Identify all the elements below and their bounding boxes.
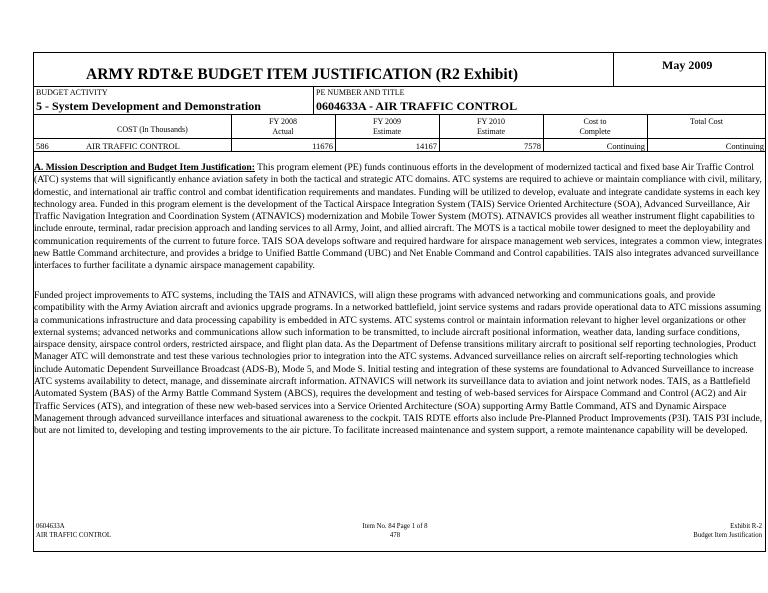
cost-caption: COST (In Thousands)	[117, 125, 188, 134]
budget-activity-label: BUDGET ACTIVITY	[36, 88, 108, 97]
cell-fy2009: 14167	[415, 141, 437, 151]
activity-pe-divider	[313, 86, 314, 114]
column-header-cost-to-complete: Cost to Complete	[579, 117, 611, 136]
column-header-fy2009: FY 2009 Estimate	[373, 117, 401, 136]
cell-fy2008: 11676	[312, 141, 333, 151]
cell-fy2010: 7578	[524, 141, 541, 151]
pe-label: PE NUMBER AND TITLE	[316, 88, 405, 97]
funded-improvements-paragraph: Funded project improvements to ATC systems, including the TAIS and ATNAVICS, will align these programs with advanced networking and communications goals, and provide compatibility with the Army Aviation aircraft and avionics upgrade programs. In a networked battlefield, joint service systems and radars provide operational data to ATC missions assuming a communications infrastructure and data processing capability is embedded in ATC systems. ATC systems control or maintain information relevant to higher level organizations or other external systems; advanced networks and communications allow such information to be transmitted, to include aircraft positional information, weather data, landing surface conditions, airspace density, airspace control orders, restricted airspace, and flight plan data. As the Department of Defense transitions military aircraft to positional self reporting technologies, Product Manager ATC will demonstrate and test these various technologies prior to integration into the ATC systems. Advanced surveillance relies on aircraft self-reporting technologies which include Automatic Dependent Surveillance Broadcast (ADS-B), Mode 5, and Mode S. Initial testing and integration of these systems are foundational to Advanced Surveillance to increase ATC systems availability to detect, manage, and disseminate aircraft information. ATNAVICS will network its surveillance data to aviation and joint network nodes. TAIS, as a Battlefield Automated System (BAS) of the Army Battle Command System (ABCS), requires the development and testing of web-based services for Airspace Command and Control (AC2) and Air Traffic Services (ATS), and integration of these new web-based services into a Service Oriented Architecture (SOA) supporting Army Battle Command, ATS and Dynamic Airspace Management through advanced surveillance interfaces and situational awareness to the cockpit. TAIS RDTE efforts also include Pre-Planned Product Improvements (P3I). TAIS P3I include, but are not limited to, developing and testing improvements to the air picture. To facilitate increased maintenance and system support, a remote maintenance capability will be developed.	[34, 290, 763, 437]
title-bottom-rule	[33, 86, 766, 87]
activity-bottom-rule	[33, 114, 766, 115]
column-header-total-cost: Total Cost	[690, 117, 723, 126]
page-title: ARMY RDT&E BUDGET ITEM JUSTIFICATION (R2 Exhibit)	[86, 66, 519, 83]
table-header-rule	[33, 138, 766, 139]
cell-cost-to-complete: Continuing	[606, 141, 645, 151]
column-header-fy2008: FY 2008 Actual	[269, 117, 297, 136]
footer-left: 0604633A AIR TRAFFIC CONTROL	[36, 523, 112, 539]
budget-activity-value: 5 - System Development and Demonstration	[36, 99, 261, 113]
title-date-divider	[613, 52, 614, 86]
row-name: AIR TRAFFIC CONTROL	[86, 141, 180, 151]
mission-description-paragraph	[34, 162, 763, 273]
footer-right: Exhibit R-2 Budget Item Justification	[693, 523, 762, 539]
table-bottom-rule	[33, 151, 766, 152]
row-code: 586	[36, 141, 49, 151]
footer-center: Item No. 84 Page 1 of 8 478	[362, 523, 428, 539]
mission-text: This program element (PE) funds continuous efforts in the development of modernized tactical and fixed base Air Traffic Control (ATC) systems that will significantly enhance aviation safety in both the tactical and strategic ATC domains. ATC systems are required to achieve or maintain compliance with civil, military, domestic, and international air traffic control and combat identification requirements and mandates. Funding will be utilized to develop, evaluate and integrate candidate systems in each key technology area. Funded in this program element is the development of the Tactical Airspace Integration System (TAIS) Service Oriented Architecture (SOA), Advanced Surveillance, Air Traffic Navigation Integration and Coordination System (ATNAVICS) modernization and Mobile Tower System (MOTS). ATNAVICS provides all weather instrument flight capabilities to include enroute, terminal, radar precision approach and landing services to all Army, Joint, and allied aircraft. The MOTS is a tactical mobile tower designed to meet the deployability and communication requirements of the current to future force. TAIS SOA develops software and required hardware for airspace management web services, integrates a common view, integrates new Battle Command architecture, and provides a bridge to Unified Battle Command (UBC) and Net Enable Command and Control capabilities. TAIS also integrates advanced surveillance interfaces to further facilitate a dynamic airspace management capability.	[34, 162, 763, 272]
column-header-fy2010: FY 2010 Estimate	[477, 117, 505, 136]
exhibit-date: May 2009	[662, 58, 713, 72]
cell-total-cost: Continuing	[725, 141, 764, 151]
pe-value: 0604633A - AIR TRAFFIC CONTROL	[316, 99, 518, 113]
mission-heading: A. Mission Description and Budget Item Justification:	[34, 162, 255, 173]
